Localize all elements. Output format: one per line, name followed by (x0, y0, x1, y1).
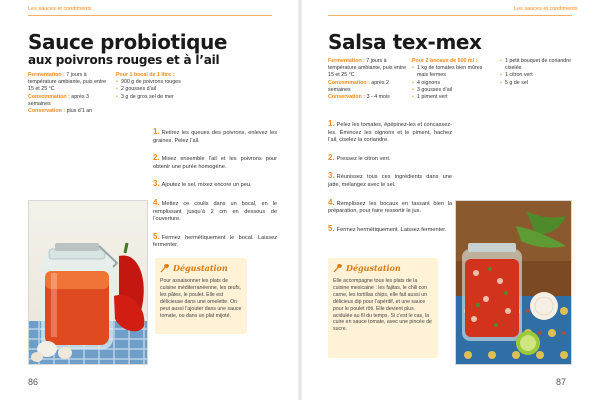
ingredient-item: • 1 petit bouquet de coriandre ciselée (500, 58, 582, 72)
recipe-steps (153, 128, 277, 259)
recipe-title: Sauce probiotique (28, 30, 228, 54)
ingredient-item: • 5 g de sel (500, 80, 582, 87)
step-5 (328, 225, 452, 235)
step-number: 5. (153, 231, 160, 241)
step-4 (153, 199, 277, 224)
step-number: 4. (328, 197, 335, 207)
ingredients-head: Pour 2 bocaux de 500 ml : (412, 58, 478, 64)
conservation-value: 3 - 4 mois (366, 94, 390, 101)
step-text: Retirez les queues des poivrons, enlevez les graines. Pelez l’ail. (153, 130, 277, 144)
degustation-box (328, 258, 438, 358)
step-text: Pelez les tomates, épépinez-les et concassez-les. Émincez les oignons et le piment, hachez l’ail, ciselez la coriandre. (328, 122, 452, 144)
step-text: Fermez hermétiquement. Laissez fermenter. (336, 226, 447, 233)
step-3 (153, 180, 277, 190)
tasting-spoon-icon (333, 263, 343, 273)
degustation-text: Elle accompagne tous les plats de la cuisine mexicaine : les fajitas, le chili con carne, les tortillas chips, elle fait aussi un délicieux dip pour l’apéritif, et une sauce pour le poulet rôti. Elle devient plus acidulée au fil du temps. Si c’est le cas, la cuire en sauce tomate, avec une pincée de sucre. (333, 278, 432, 333)
recipe-meta (328, 58, 410, 101)
tasting-spoon-icon (160, 263, 170, 273)
header-rule (328, 15, 572, 16)
book-gutter (298, 0, 302, 400)
step-text: Fermez hermétiquement le bocal. Laissez fermenter. (153, 234, 277, 249)
consommation-value: après 3 semaines (28, 93, 89, 107)
step-1 (153, 128, 277, 145)
degustation-title: Dégustation (173, 262, 228, 273)
step-number: 1. (153, 127, 160, 136)
consommation-value: après 2 semaines (328, 79, 389, 93)
ingredient-item: • 1 citron vert (500, 72, 582, 79)
step-text: Mettez ce coulis dans un bocal, en le remplissant jusqu’à 2 cm en dessous de l’ouverture. (153, 200, 277, 223)
step-5 (153, 233, 277, 250)
consommation-label: Consommation : (28, 93, 70, 100)
conservation-label: Conservation : (28, 108, 66, 115)
step-number: 4. (153, 197, 160, 207)
recipe-title: Salsa tex-mex (328, 30, 482, 54)
ingredient-item: • 900 g de poivrons rouges (116, 79, 206, 86)
recipe-subtitle: aux poivrons rouges et à l’ail (28, 53, 220, 67)
fermentation-label: Fermentation : (28, 72, 65, 78)
step-2 (153, 154, 277, 171)
consommation-label: Consommation : (328, 79, 370, 86)
step-text: Pressez le citron vert. (336, 155, 391, 162)
step-4 (328, 199, 452, 216)
step-number: 3. (328, 171, 335, 181)
fermentation-value: 7 jours à température ambiante, puis entre 15 et 25 °C (328, 58, 407, 79)
step-number: 5. (328, 223, 335, 233)
ingredients-list (116, 72, 206, 101)
ingredient-item: • 1 kg de tomates bien mûres mais fermes (412, 65, 494, 79)
degustation-box (155, 258, 247, 334)
page-number: 86 (28, 377, 39, 387)
header-rule (28, 15, 272, 16)
recipe-steps (328, 120, 452, 243)
step-number: 3. (153, 179, 160, 189)
step-number: 1. (328, 119, 335, 128)
step-1 (328, 120, 452, 145)
ingredient-item: • 2 gousses d’ail (116, 86, 206, 93)
ingredient-item: • 4 oignons (412, 80, 494, 87)
ingredients-list-continued (500, 58, 582, 87)
section-tag: Les sauces et condiments (28, 6, 92, 12)
step-number: 2. (153, 153, 160, 163)
recipe-meta (28, 72, 110, 115)
ingredients-head: Pour 1 bocal de 1 litre : (116, 72, 175, 78)
step-text: Ajoutez le sel, mixez encore un peu. (161, 182, 252, 189)
conservation-value: plus d’1 an (66, 108, 93, 115)
ingredient-item: • 3 g de gros sel de mer (116, 94, 206, 101)
step-number: 2. (328, 152, 335, 162)
step-text: Réunissez tous ces ingrédients dans une jatte, mélangez avec le sel. (328, 174, 452, 188)
step-text: Remplissez les bocaux en tassant bien la préparation, pour faire ressortir le jus. (328, 200, 452, 215)
right-page (300, 0, 600, 400)
recipe-photo-salsa-jar (455, 200, 572, 365)
page-number: 87 (556, 377, 567, 387)
conservation-label: Conservation : (328, 94, 366, 101)
recipe-photo-jar-peppers (28, 200, 148, 365)
step-2 (328, 154, 452, 164)
degustation-text: Pour assaisonner les plats de cuisine méditerranéenne, les œufs, les pâtes, le poulet. Elle est délicieuse dans une omelette. On peut aussi l’ajouter dans une sauce tomate, ou dans un plat mijoté. (160, 278, 242, 319)
fermentation-value: 7 jours à température ambiante, puis entre 15 et 25 °C (28, 72, 107, 93)
ingredients-list (412, 58, 494, 101)
ingredient-item: • 3 gousses d’ail (412, 87, 494, 94)
section-tag: Les sauces et condiments (514, 6, 578, 12)
step-3 (328, 172, 452, 189)
step-text: Mixez ensemble l’ail et les poivrons pour obtenir une purée homogène. (153, 156, 277, 170)
fermentation-label: Fermentation : (328, 58, 365, 64)
ingredient-item: • 1 piment vert (412, 94, 494, 101)
degustation-title: Dégustation (346, 262, 401, 273)
